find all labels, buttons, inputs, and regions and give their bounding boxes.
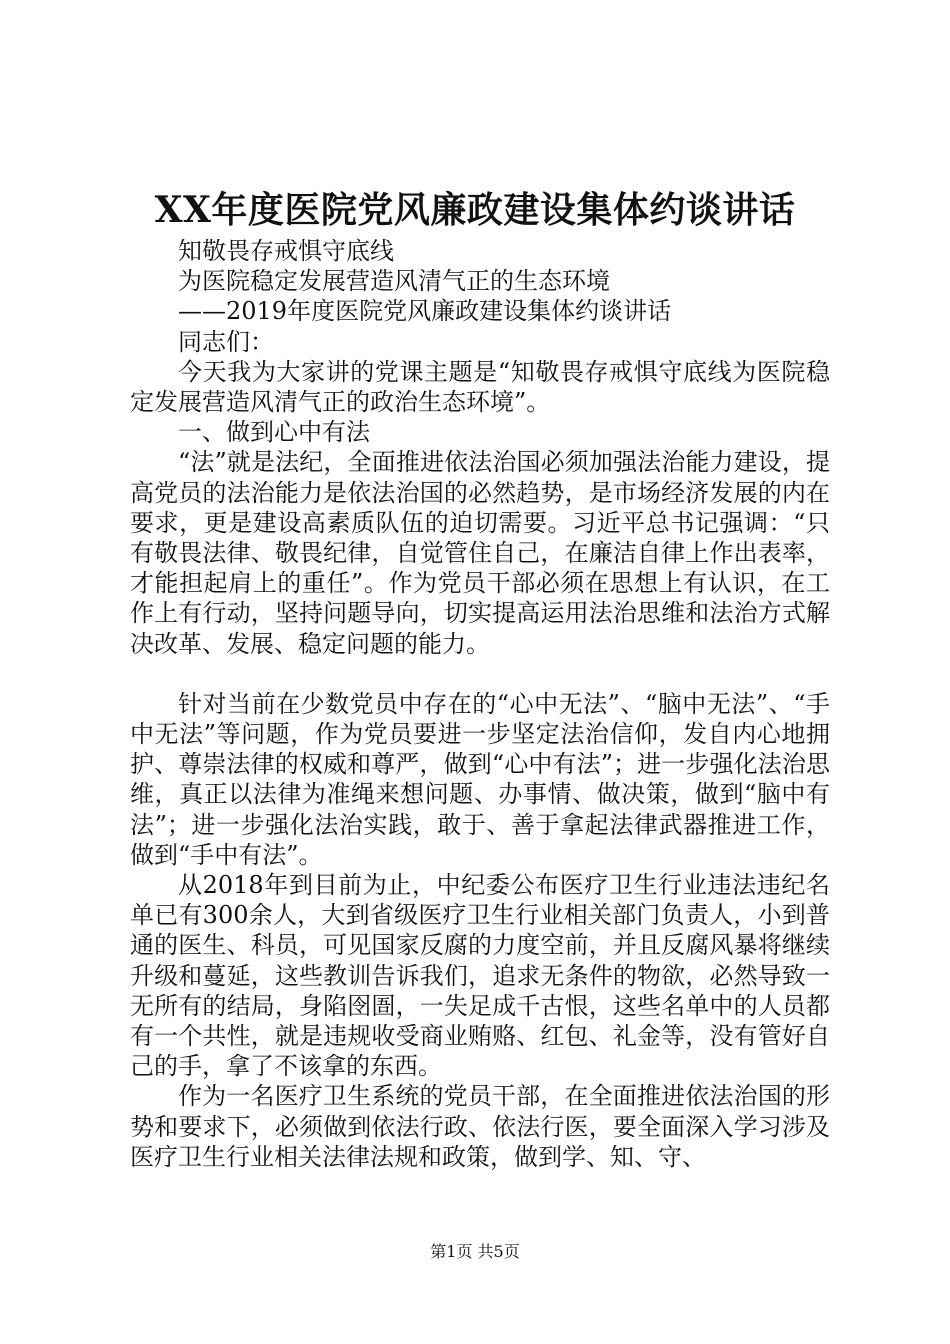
subtitle-line: 为医院稳定发展营造风清气正的生态环境 <box>178 267 610 296</box>
body-paragraph: 针对当前在少数党员中存在的“心中无法”、“脑中无法”、“手中无法”等问题，作为党员要进一步坚定法治信仰，发自内心地拥护、尊崇法律的权威和尊严，做到“心中有法”；进一步强化法治思维，真正以法律为准绳来想问题、办事情、做决策，做到“脑中有法”；进一步强化法治实践，敢于、善于拿起法律武器推进工作，做到“手中有法”。 <box>130 689 830 869</box>
body-paragraph: “法”就是法纪，全面推进依法治国必须加强法治能力建设，提高党员的法治能力是依法治国的必然趋势，是市场经济发展的内在要求，更是建设高素质队伍的迫切需要。习近平总书记强调：“只有敬畏法律、敬畏纪律，自觉管住自己，在廉洁自律上作出表率，才能担起肩上的重任”。作为党员干部必须在思想上有认识，在工作上有行动，坚持问题导向，切实提高运用法治思维和法治方式解决改革、发展、稳定问题的能力。 <box>130 448 830 658</box>
body-paragraph: 从2018年到目前为止，中纪委公布医疗卫生行业违法违纪名单已有300余人，大到省级医疗卫生行业相关部门负责人，小到普通的医生、科员，可见国家反腐的力度空前，并且反腐风暴将继续升级和蔓延，这些教训告诉我们，追求无条件的物欲，必然导致一无所有的结局，身陷囹圄，一失足成千古恨，这些名单中的人员都有一个共性，就是违规收受商业贿赂、红包、礼金等，没有管好自己的手，拿了不该拿的东西。 <box>130 871 830 1081</box>
section-heading: 一、做到心中有法 <box>178 418 370 447</box>
subtitle-line: 知敬畏存戒惧守底线 <box>178 237 394 265</box>
body-paragraph: 作为一名医疗卫生系统的党员干部，在全面推进依法治国的形势和要求下，必须做到依法行政、依法行医，要全面深入学习涉及医疗卫生行业相关法律法规和政策，做到学、知、守、 <box>130 1082 830 1171</box>
document-body <box>130 236 830 1172</box>
salutation: 同志们： <box>178 327 274 356</box>
body-paragraph: 今天我为大家讲的党课主题是“知敬畏存戒惧守底线为医院稳定发展营造风清气正的政治生态环境”。 <box>130 357 830 417</box>
subtitle-line: ——2019年度医院党风廉政建设集体约谈讲话 <box>178 297 672 326</box>
page-number-footer: 第1页 共5页 <box>430 1242 520 1261</box>
document-title: XX年度医院党风廉政建设集体约谈讲话 <box>154 189 796 231</box>
